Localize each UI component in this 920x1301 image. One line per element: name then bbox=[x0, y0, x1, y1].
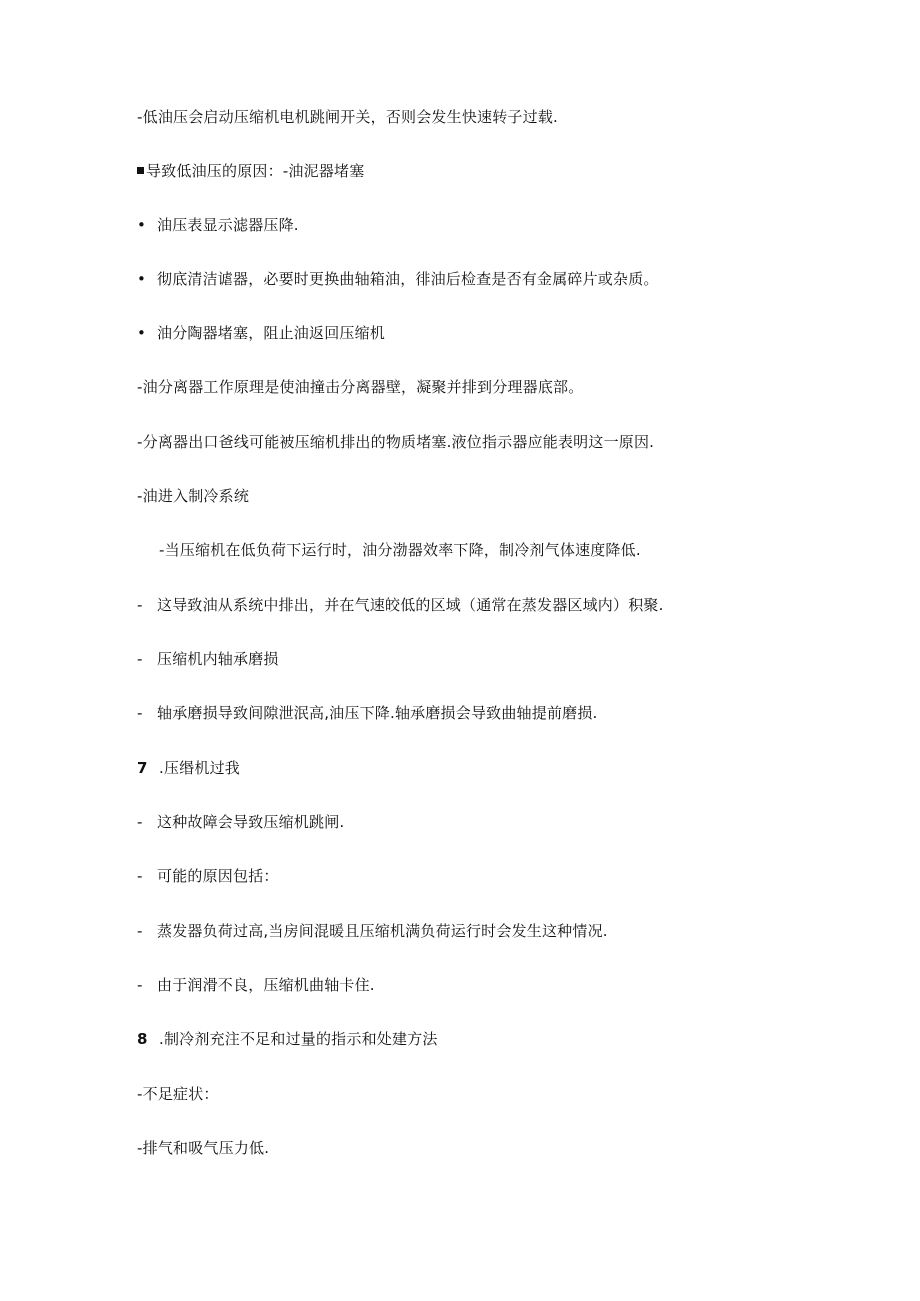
line-text: 这导致油从系统中排出，并在气速皎低的区域（通常在蒸发器区域内）积聚. bbox=[157, 596, 664, 614]
bullet-marker: • bbox=[137, 324, 147, 342]
text-line-6 bbox=[137, 377, 583, 397]
indented-line bbox=[137, 540, 641, 560]
square-bullet-icon bbox=[137, 167, 144, 174]
line-text: -低油压会启动压缩机电机跳闸开关，否则会发生快速转子过载. bbox=[137, 108, 558, 126]
line-text: -油进入制冷系统 bbox=[137, 487, 250, 505]
line-text: 压缩机内轴承磨损 bbox=[157, 650, 279, 668]
line-text: 彻底清洁谑器，必要时更换曲轴箱油，徘油后检查是否有金属碎片或杂质。 bbox=[157, 270, 659, 288]
dash-marker: - bbox=[137, 813, 143, 831]
line-text: -当压缩机在低负荷下运行时，油分渤器效率下降，制冷剂气体速度降低. bbox=[159, 541, 641, 559]
dash-marker: - bbox=[137, 922, 143, 940]
bullet-marker: • bbox=[137, 270, 147, 288]
section-number: 7 bbox=[137, 759, 148, 777]
line-text: 可能的原因包括： bbox=[157, 867, 279, 885]
text-line-7 bbox=[137, 432, 654, 452]
line-text: 导致低油压的原因：-油泥器堵塞 bbox=[146, 162, 365, 180]
line-text: -分离器出口爸线可能被压缩机排出的物质堵塞.液位指示器应能表明这一原因. bbox=[137, 433, 655, 451]
dash-item-2 bbox=[137, 649, 279, 669]
dash-marker: - bbox=[137, 976, 143, 994]
dash-item-7 bbox=[137, 975, 375, 995]
line-text: 油压表显示滤器压降. bbox=[157, 216, 299, 234]
dash-marker: - bbox=[137, 867, 143, 885]
section-title: .制冷剂充注不足和过量的指示和处建方法 bbox=[159, 1030, 438, 1048]
text-line-2 bbox=[137, 161, 364, 181]
line-text: 油分陶器堵塞，阻止油返回压缩机 bbox=[157, 324, 386, 342]
text-line-8 bbox=[137, 486, 249, 506]
bullet-item-3 bbox=[137, 323, 385, 343]
section-number: 8 bbox=[137, 1030, 148, 1048]
bullet-item-1 bbox=[137, 215, 299, 235]
dash-marker: - bbox=[137, 704, 143, 722]
dash-item-1 bbox=[137, 595, 664, 615]
line-text: 这种故障会导致压缩机跳闸. bbox=[157, 813, 345, 831]
dash-item-4 bbox=[137, 812, 344, 832]
text-line-1 bbox=[137, 107, 558, 127]
line-text: 轴承磨损导致间隙泄泯高,油压下降.轴承磨损会导致曲轴提前磨损. bbox=[157, 704, 598, 722]
dash-item-5 bbox=[137, 866, 279, 886]
dash-item-6 bbox=[137, 921, 608, 941]
line-text: -排气和吸气压力低. bbox=[137, 1139, 270, 1157]
dash-marker: - bbox=[137, 650, 143, 668]
text-line-19 bbox=[137, 1084, 219, 1104]
dash-marker: - bbox=[137, 596, 143, 614]
line-text: -不足症状： bbox=[137, 1085, 219, 1103]
section-heading-7 bbox=[137, 758, 240, 778]
line-text: 由于润滑不良，压缩机曲轴卡住. bbox=[157, 976, 375, 994]
bullet-marker: • bbox=[137, 216, 147, 234]
section-heading-8 bbox=[137, 1029, 438, 1049]
line-text: 蒸发器负荷过高,当房间混暖且压缩机满负荷运行时会发生这种情况. bbox=[157, 922, 608, 940]
line-text: -油分离器工作原理是使油撞击分离器壁，凝聚并排到分理器底部。 bbox=[137, 378, 584, 396]
bullet-item-2 bbox=[137, 269, 659, 289]
section-title: .压缗机过我 bbox=[159, 759, 240, 777]
text-line-20 bbox=[137, 1138, 269, 1158]
dash-item-3 bbox=[137, 703, 598, 723]
